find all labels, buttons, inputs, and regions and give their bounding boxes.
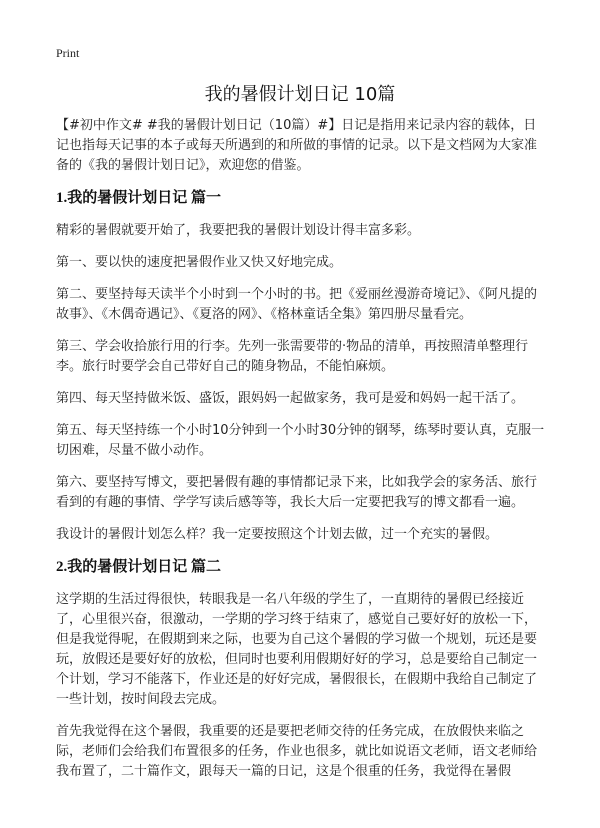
paragraph: 第五、每天坚持练一个小时10分钟到一个小时30分钟的钢琴，练琴时要认真，克服一切困难，尽量不做小动作。: [56, 423, 545, 458]
print-link[interactable]: Print: [56, 46, 80, 60]
paragraph: 我设计的暑假计划怎么样？我一定要按照这个计划去做，过一个充实的暑假。: [56, 527, 499, 542]
paragraph: 第六、要坚持写博文，要把暑假有趣的事情都记录下来，比如我学会的家务活、旅行看到的有趣的事情、学学写读后感等等，我长大后一定要把我写的博文都看一遍。: [56, 475, 538, 510]
section-heading-1: 1.我的暑假计划日记 篇一: [56, 190, 222, 206]
paragraph: 精彩的暑假就要开始了，我要把我的暑假计划设计得丰富多彩。: [56, 223, 421, 238]
intro-paragraph: 【#初中作文# #我的暑假计划日记（10篇）#】日记是指用来记录内容的载体，日记也指每天记事的本子或每天所遇到的和所做的事情的记录。以下是文档网为大家准备的《我的暑假计划日记》，欢迎您的借鉴。: [56, 118, 538, 173]
paragraph: 首先我觉得在这个暑假，我重要的还是要把老师交待的任务完成，在放假快来临之际，老师们会给我们布置很多的任务，作业也很多，就比如说语文老师，语文老师给我布置了，二十篇作文，跟每天一篇的日记，这是个很重的任务，我觉得在暑假: [56, 724, 538, 779]
section-heading-2: 2.我的暑假计划日记 篇二: [56, 559, 222, 575]
paragraph: 这学期的生活过得很快，转眼我是一名八年级的学生了，一直期待的暑假已经接近了，心里很兴奋，很激动，一学期的学习终于结束了，感觉自己要好好的放松一下，但是我觉得呢，在假期到来之际，也要为自己这个暑假的学习做一个规划，玩还是要玩，放假还是要好好的放松，但同时也要利用假期好好的学习，总是要给自己制定一个计划，学习不能落下，作业还是的好好完成，暑假很长，在假期中我给自己制定了一些计划，按时间段去完成。: [56, 592, 538, 707]
paragraph: 第二、要坚持每天读半个小时到一个小时的书。把《爱丽丝漫游奇境记》、《阿凡提的故事》、《木偶奇遇记》、《夏洛的网》、《格林童话全集》第四册尽量看完。: [56, 287, 538, 322]
paragraph: 第三、学会收拾旅行用的行李。先列一张需要带的·物品的清单，再按照清单整理行李。旅行时要学会自己带好自己的随身物品，不能怕麻烦。: [56, 339, 529, 374]
paragraph: 第一、要以快的速度把暑假作业又快又好地完成。: [56, 255, 343, 270]
article-body: [56, 116, 546, 794]
page-title: 我的暑假计划日记 10篇: [204, 84, 396, 105]
paragraph: 第四、每天坚持做米饭、盛饭，跟妈妈一起做家务，我可是爱和妈妈一起干活了。: [56, 391, 525, 406]
